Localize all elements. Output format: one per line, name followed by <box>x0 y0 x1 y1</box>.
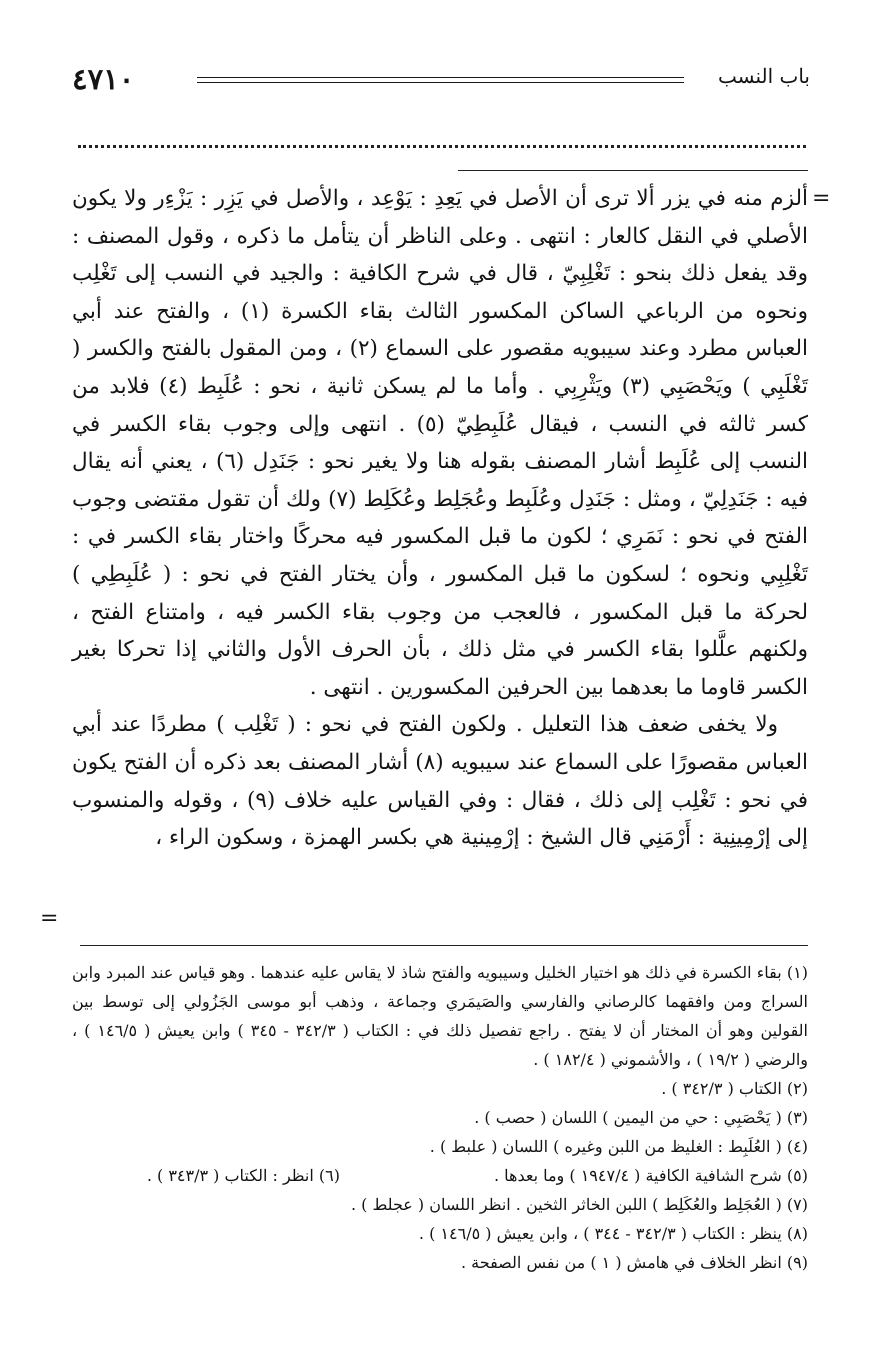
top-rule <box>458 170 808 171</box>
chapter-title: باب النسب <box>717 64 810 88</box>
header-rule <box>197 77 684 78</box>
continuation-mark-bottom: = <box>40 906 59 931</box>
footnote-rule <box>80 945 808 946</box>
footnote: (٢) الكتاب ( ٣٤٢/٣ ) . <box>661 1079 808 1098</box>
footnote: (٧) ( العُجَلِط والعُكَلِط ) اللبن الخاثر الثخين . انظر اللسان ( عجلط ) . <box>350 1195 808 1214</box>
dotted-separator <box>78 145 806 148</box>
footnote: (١) بقاء الكسرة في ذلك هو اختيار الخليل وسيبويه والفتح شاذ لا يقاس عليه عندهما . وهو قياس عند المبرد وابن السراج ومن وافقهما كالرصاني والفارسي والصَيمَري وجماعة ، وذهب أبو موسى الجَزُولي إلى توسط بين القولين وهو أن المختار أن لا يفتح . راجع تفصيل ذلك في : الكتاب ( ٣٤٢/٣ - ٣٤٥ ) وابن يعيش ( ١٤٦/٥ ) ، والرضي ( ١٩/٢ ) ، والأشموني ( ١٨٢/٤ ) . <box>72 963 809 1069</box>
footnote: (٩) انظر الخلاف في هامش ( ١ ) من نفس الصفحة . <box>461 1253 808 1272</box>
footnote: (٥) شرح الشافية الكافية ( ١٩٤٧/٤ ) وما بعدها . <box>493 1166 808 1185</box>
footnote: (٦) انظر : الكتاب ( ٣٤٣/٣ ) . <box>146 1166 340 1185</box>
page-header <box>72 62 810 102</box>
body-paragraph: ألزم منه في يزر ألا ترى أن الأصل في يَعِدِ : يَوْعِد ، والأصل في يَزِر : يَزْءِر ولا يكون الأصلي في النقل كالعار : انتهى . وعلى الناظر أن يتأمل ما ذكره ، وقول المصنف : وقد يفعل ذلك بنحو : تَغْلِبِيّ ، قال في شرح الكافية : والجيد في النسب إلى تَغْلِب ونحوه من الرباعي الساكن المكسور الثالث بقاء الكسرة (١) ، والفتح عند أبي العباس مطرد وعند سيبويه مقصور على السماع (٢) ، ومن المقول بالفتح والكسر ( تَغْلَبِي ) ويَحْصَبِي (٣) ويَثْرِبِي . وأما ما لم يسكن ثانية ، نحو : عُلَبِط (٤) فلابد من كسر ثالثه في النسب ، فيقال عُلَبِطِيّ (٥) . انتهى وإلى وجوب بقاء الكسر في النسب إلى عُلَبِط أشار المصنف بقوله هنا ولا يغير نحو : جَنَدِل (٦) ، يعني أنه يقال فيه : جَنَدِلِيّ ، ومثل : جَنَدِل وعُلَبِط وعُجَلِط وعُكَلِط (٧) ولك أن تقول مقتضى وجوب الفتح في نحو : نَمَرِي ؛ لكون ما قبل المكسور فيه محركًا واختار بقاء الكسر في : تَغْلِبِي ونحوه ؛ لسكون ما قبل المكسور ، وأن يختار الفتح في نحو : ( عُلَبِطِي ) لحركة ما قبل المكسور ، فالعجب من وجوب بقاء الكسر فيه ، وامتناع الفتح ، ولكنهم علَّلوا بقاء الكسر في مثل ذلك ، بأن الحرف الأول والثاني إذا تحركا بغير الكسر قاوما ما بعدهما بين الحرفين المكسورين . انتهى . <box>72 186 808 700</box>
footnote: (٣) ( يَحْصَبِي : حي من اليمين ) اللسان ( حصب ) . <box>474 1108 808 1127</box>
footnotes <box>72 958 808 1277</box>
main-text <box>72 180 808 857</box>
body-paragraph: ولا يخفى ضعف هذا التعليل . ولكون الفتح في نحو : ( تَغْلِب ) مطردًا عند أبي العباس مقصورًا على السماع عند سيبويه (٨) أشار المصنف بعد ذكره أن الفتح يكون في نحو : تَغْلِب إلى ذلك ، فقال : وفي القياس عليه خلاف (٩) ، وقوله والمنسوب إلى إرْمِينِية : أَرْمَنِي قال الشيخ : إرْمِينية هي بكسر الهمزة ، وسكون الراء ، <box>72 712 808 851</box>
continuation-mark-top: = <box>812 186 831 211</box>
header-rule <box>197 82 684 83</box>
footnote: (٤) ( العُلَبِط : الغليظ من اللبن وغيره ) اللسان ( علبط ) . <box>429 1137 808 1156</box>
footnote-row <box>72 1161 808 1190</box>
footnote: (٨) ينظر : الكتاب ( ٣٤٢/٣ - ٣٤٤ ) ، وابن يعيش ( ١٤٦/٥ ) . <box>418 1224 808 1243</box>
page-number: ٤٧١٠ <box>72 62 135 96</box>
